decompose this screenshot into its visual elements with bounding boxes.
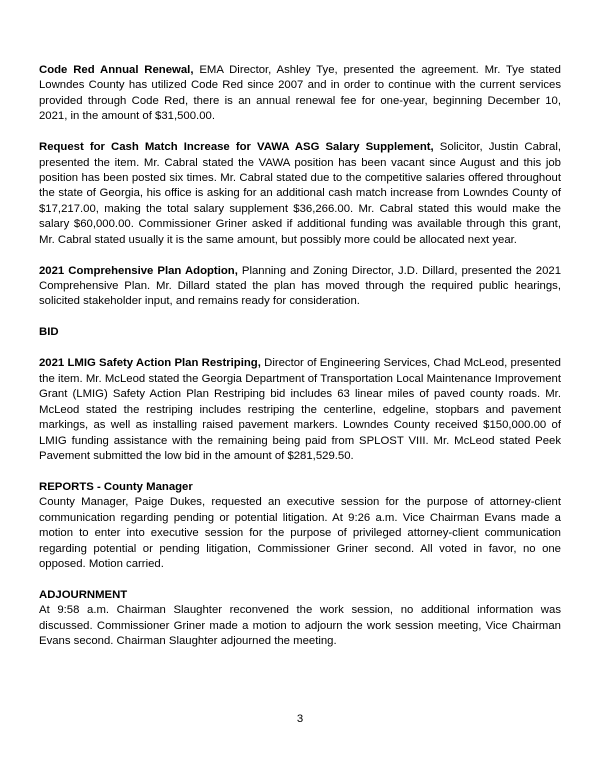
document-page [39,63,561,665]
item-title: 2021 LMIG Safety Action Plan Restriping, [39,357,261,370]
item-body: Planning and Zoning Director, J.D. Dillard, presented the 2021 Comprehensive Plan. Mr. Dillard stated the plan has moved through the required public hearings, solicited stakeholder input, and remains ready for consideration. [39,264,562,308]
adjournment-heading: ADJOURNMENT [39,588,128,601]
item-body: Director of Engineering Services, Chad McLeod, presented the item. Mr. McLeod stated the Georgia Department of Transportation Local Maintenance Improvement Grant (LMIG) Safety Action Plan Restriping bid includes 63 linear miles of paved county roads. Mr. McLeod stated the restriping includes restriping the centerline, edgeline, stopbars and pavement markings, as well as installing raised pavement markers. Lowndes County received $150,000.00 of LMIG funding assistance with the remaining being paid from SPLOST VIII. Mr. McLeod stated Peek Pavement submitted the low bid in the amount of $281,529.50. [39,357,561,462]
item-title: Code Red Annual Renewal, [39,64,194,76]
agenda-item-code-red [39,63,561,125]
item-body: EMA Director, Ashley Tye, presented the agreement. Mr. Tye stated Lowndes County has utilized Code Red since 2007 and in order to continue with the current services provided through Code Red, there is an annual renewal fee for one-year, beginning December 10, 2021, in the amount of $31,500.00. [39,64,561,123]
item-title: Request for Cash Match Increase for VAWA ASG Salary Supplement, [39,141,434,154]
reports-heading: REPORTS - County Manager [39,480,193,493]
reports-body: County Manager, Paige Dukes, requested an executive session for the purpose of attorney-client communication regarding pending or potential litigation. At 9:26 a.m. Vice Chairman Evans made a motion to enter into executive session for the purpose of privileged attorney-client communication regarding potential or pending litigation, Commissioner Griner second. All voted in favor, no one opposed. Motion carried. [39,496,561,570]
bid-heading: BID [39,326,59,339]
page-number: 3 [296,713,304,725]
agenda-item-vawa [39,140,561,248]
adjournment-body: At 9:58 a.m. Chairman Slaughter reconvened the work session, no additional information was discussed. Commissioner Griner made a motion to adjourn the work session meeting, Vice Chairman Evans second. Chairman Slaughter adjourned the meeting. [39,604,561,648]
bid-item-lmig [39,356,561,464]
agenda-item-comprehensive-plan [39,264,561,310]
adjournment-section [39,588,561,650]
item-title: 2021 Comprehensive Plan Adoption, [39,264,238,277]
reports-section [39,480,561,572]
item-body: Solicitor, Justin Cabral, presented the item. Mr. Cabral stated the VAWA position has been vacant since August and this job position has been posted six times. Mr. Cabral stated due to the competitive salaries offered throughout the state of Georgia, his office is asking for an additional cash match increase from Lowndes County of $17,217.00, making the total salary supplement $36,266.00. Mr. Cabral stated this would make the salary $60,000.00. Commissioner Griner asked if additional funding was available through this grant, Mr. Cabral stated usually it is the same amount, but possibly more could be allocated next year. [39,141,561,246]
